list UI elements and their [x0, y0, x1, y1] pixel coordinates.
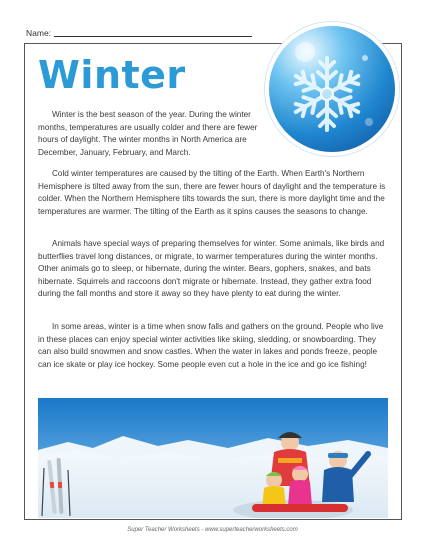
- snow-scene-illustration: [38, 398, 388, 518]
- paragraph-text: Animals have special ways of preparing themselves for winter. Some animals, like birds and butterflies travel long distances, or migrate, to warmer temperatures during the winter months. Other animals go to sleep, or hibernate, during the winter. Bears, gophers, snakes, and bats hibernate. Squirrels and raccoons don't migrate or hibernate. Instead, they gather extra food during the fall months and store it away so they have plenty to eat during the winter.: [38, 239, 385, 299]
- page-title: Winter: [38, 53, 186, 97]
- paragraph-intro: [38, 109, 270, 159]
- paragraph-animals: [38, 238, 388, 301]
- paragraph-earth-tilt: [38, 168, 388, 218]
- snowflake-photo: [265, 22, 399, 156]
- name-field[interactable]: [26, 28, 252, 38]
- paragraph-activities: [38, 321, 388, 371]
- paragraph-text: Cold winter temperatures are caused by the tilting of the Earth. When Earth's Northern Hemisphere is tilted away from the sun, there are fewer hours of daylight and the temperature is colder. When the Northern Hemisphere tilts towards the sun, there is more daylight time and the temperatures are warmer. The tilting of the Earth as it spins causes the seasons to change.: [38, 169, 386, 216]
- paragraph-text: Winter is the best season of the year. During the winter months, temperatures are usually colder and there are fewer hours of daylight. The winter months in North America are December, January, February, and March.: [38, 110, 258, 157]
- name-blank-line[interactable]: [54, 36, 252, 37]
- name-label: Name:: [26, 28, 52, 38]
- family-sledding-photo: [38, 398, 388, 518]
- footer-credit: Super Teacher Worksheets - www.superteacherworksheets.com: [127, 527, 298, 533]
- snowflake-icon: [269, 26, 395, 152]
- paragraph-text: In some areas, winter is a time when snow falls and gathers on the ground. People who live in these places can enjoy special winter activities like skiing, sledding, or snowboarding. They can also build snowmen and snow castles. When the water in lakes and ponds freeze, people can ice skate or play ice hockey. Some people even cut a hole in the ice and go ice fishing!: [38, 322, 384, 369]
